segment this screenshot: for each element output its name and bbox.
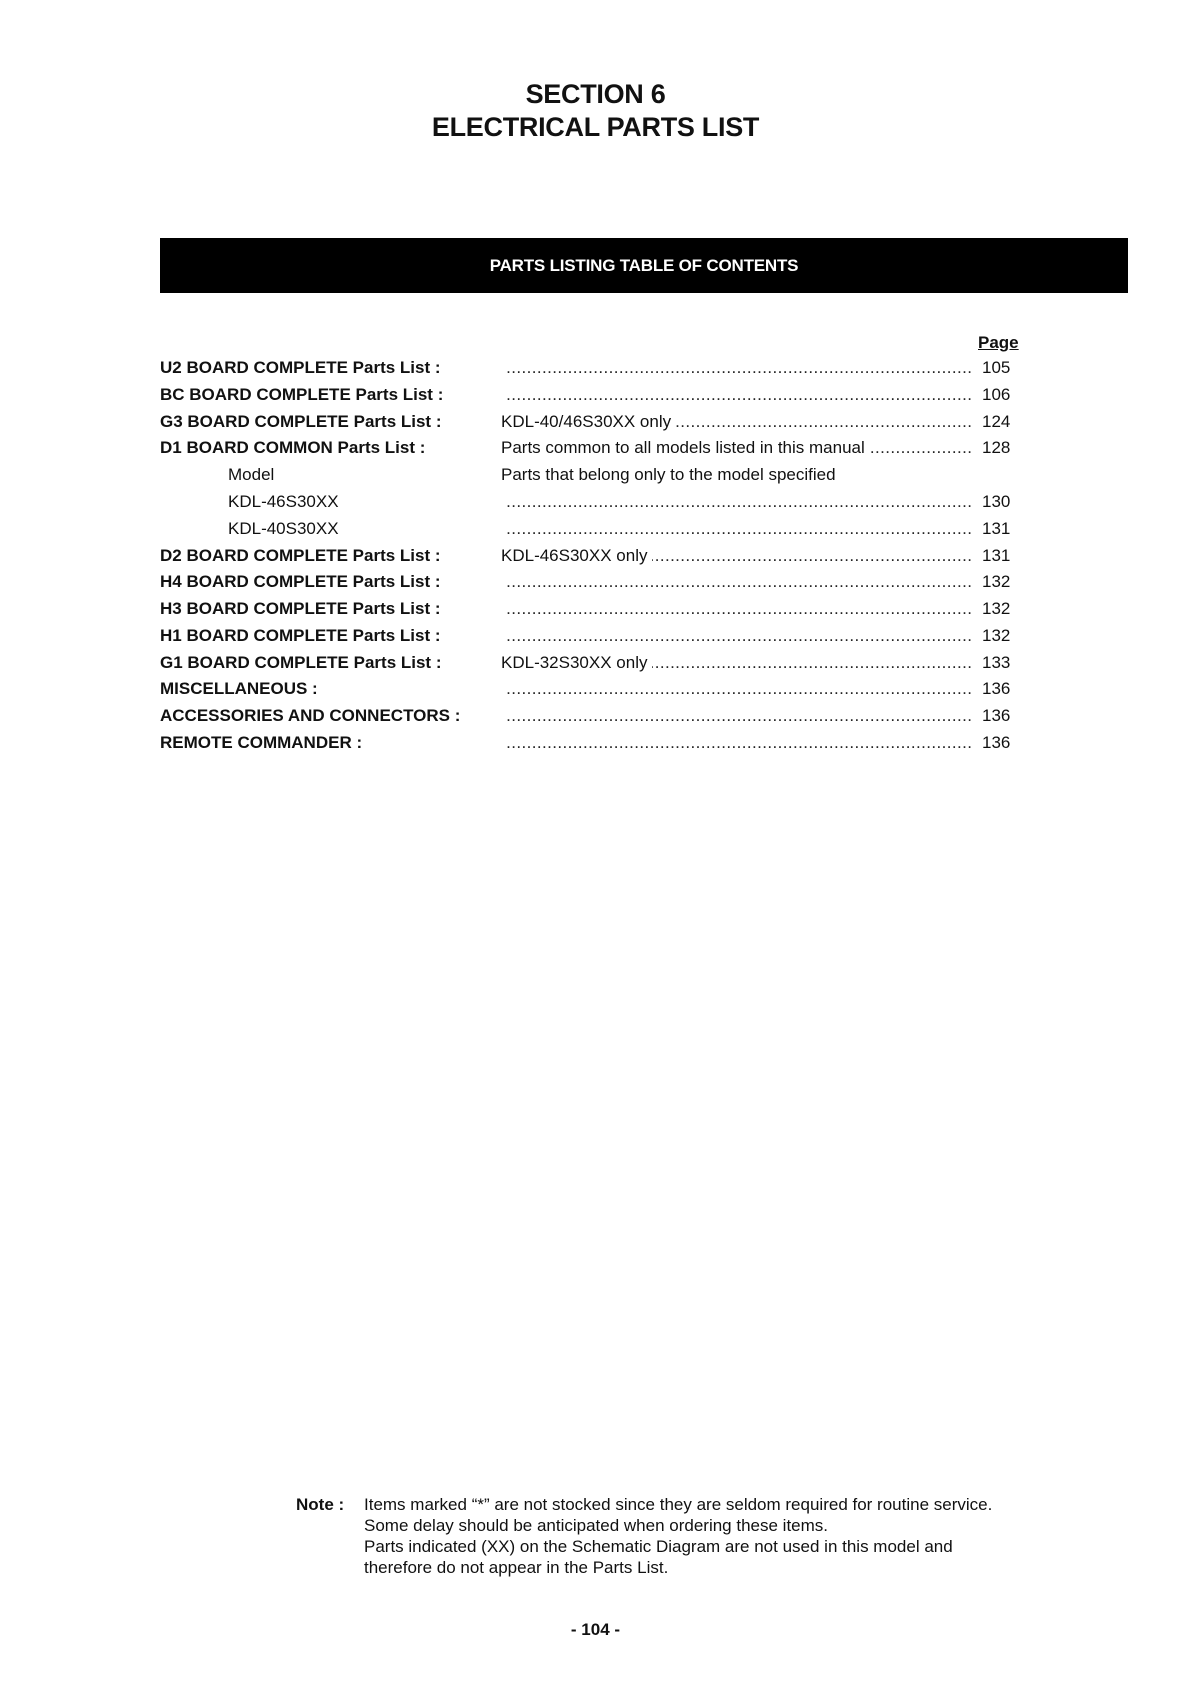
- toc-row-u2: [0, 357, 1191, 384]
- toc-label: BC BOARD COMPLETE Parts List :: [160, 385, 444, 404]
- toc-page-number: 124: [982, 412, 1011, 431]
- note-text: [364, 1494, 992, 1578]
- toc-label: MISCELLANEOUS :: [160, 679, 318, 698]
- section-number: SECTION 6: [525, 79, 666, 109]
- toc-leader: [501, 357, 973, 379]
- toc-leader: [501, 491, 973, 513]
- toc-page-number: 136: [982, 679, 1011, 698]
- toc-page-number: 128: [982, 438, 1011, 457]
- toc-page-number: 132: [982, 626, 1011, 645]
- toc-description: Parts common to all models listed in this manual .....: [501, 437, 973, 459]
- toc-label: D1 BOARD COMMON Parts List :: [160, 438, 426, 457]
- toc-row-h3: [0, 598, 1191, 625]
- toc-description: Parts that belong only to the model specified: [501, 464, 973, 486]
- toc-leader: [501, 705, 973, 727]
- toc-leader: [501, 571, 973, 593]
- toc-leader: [501, 732, 973, 754]
- toc-label: D2 BOARD COMPLETE Parts List :: [160, 546, 441, 565]
- toc-page-number: 105: [982, 358, 1011, 377]
- toc-row-h4: [0, 571, 1191, 598]
- toc-page-number: 130: [982, 492, 1011, 511]
- toc-sub-label: KDL-40S30XX: [228, 519, 339, 538]
- note-line: Parts indicated (XX) on the Schematic Diagram are not used in this model and: [364, 1537, 953, 1556]
- toc-label: H3 BOARD COMPLETE Parts List :: [160, 599, 441, 618]
- toc-page-number: 136: [982, 733, 1011, 752]
- toc-page-number: 131: [982, 546, 1011, 565]
- toc-page-number: 106: [982, 385, 1011, 404]
- toc-leader: [501, 598, 973, 620]
- toc-row-accessories: [0, 705, 1191, 732]
- toc-row-g3: [0, 411, 1191, 438]
- toc-page-number: 131: [982, 519, 1011, 538]
- page-number: - 104 -: [570, 1620, 621, 1639]
- toc-row-h1: [0, 625, 1191, 652]
- toc-row-remote: [0, 732, 1191, 759]
- toc-sub-label: KDL-46S30XX: [228, 492, 339, 511]
- toc-label: G1 BOARD COMPLETE Parts List :: [160, 653, 442, 672]
- toc-row-misc: [0, 678, 1191, 705]
- toc-description: KDL-46S30XX only .....: [501, 545, 973, 567]
- toc-row-model: [0, 464, 1191, 491]
- toc-label: REMOTE COMMANDER :: [160, 733, 363, 752]
- toc-leader: [501, 625, 973, 647]
- toc-row-d1: [0, 437, 1191, 464]
- toc-banner: [160, 238, 1128, 293]
- toc-description: KDL-40/46S30XX only .....: [501, 411, 973, 433]
- note-line: Items marked “*” are not stocked since they are seldom required for routine service.: [364, 1495, 993, 1514]
- page-title: ELECTRICAL PARTS LIST: [431, 112, 760, 142]
- page-column-header: Page: [978, 333, 1019, 352]
- toc-description: KDL-32S30XX only .....: [501, 652, 973, 674]
- toc-banner-label: PARTS LISTING TABLE OF CONTENTS: [489, 255, 799, 275]
- toc-label: G3 BOARD COMPLETE Parts List :: [160, 412, 442, 431]
- note-label: Note :: [296, 1495, 345, 1514]
- toc-label: ACCESSORIES AND CONNECTORS :: [160, 706, 461, 725]
- toc-page-number: 133: [982, 653, 1011, 672]
- toc-label: U2 BOARD COMPLETE Parts List :: [160, 358, 441, 377]
- toc-row-g1: [0, 652, 1191, 679]
- toc-leader: [501, 384, 973, 406]
- toc-row-kdl40: [0, 518, 1191, 545]
- toc-leader: [501, 678, 973, 700]
- toc-page-number: 132: [982, 572, 1011, 591]
- toc-leader: [501, 518, 973, 540]
- toc-page-number: 132: [982, 599, 1011, 618]
- toc-label: H1 BOARD COMPLETE Parts List :: [160, 626, 441, 645]
- toc-row-d2: [0, 545, 1191, 572]
- toc-page-number: 136: [982, 706, 1011, 725]
- note-line: therefore do not appear in the Parts List.: [364, 1558, 669, 1577]
- toc-label: H4 BOARD COMPLETE Parts List :: [160, 572, 441, 591]
- toc-sub-label: Model: [228, 465, 275, 484]
- note-line: Some delay should be anticipated when ordering these items.: [364, 1516, 829, 1535]
- toc-row-bc: [0, 384, 1191, 411]
- toc-row-kdl46: [0, 491, 1191, 518]
